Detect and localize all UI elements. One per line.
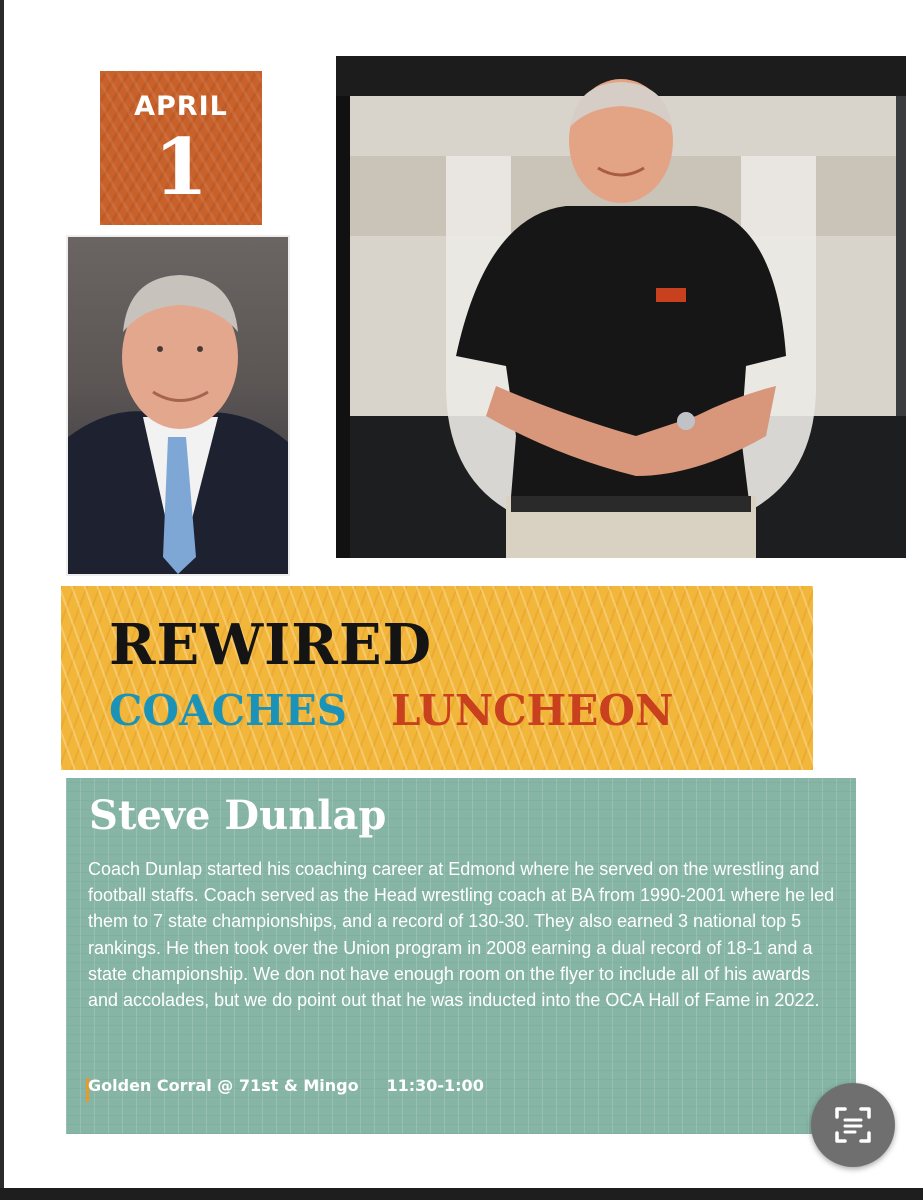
bio-box xyxy=(66,778,856,1134)
headshot-illustration xyxy=(68,237,288,574)
event-location: Golden Corral @ 71st & Mingo xyxy=(88,1076,359,1095)
page-edge xyxy=(0,0,4,1200)
title-rewired: REWIRED xyxy=(109,612,433,678)
scan-text-button[interactable] xyxy=(811,1083,895,1167)
date-month: APRIL xyxy=(134,91,228,122)
event-details xyxy=(88,1076,484,1095)
title-luncheon: LUNCHEON xyxy=(391,686,674,735)
bottom-bar xyxy=(0,1188,923,1200)
bio-text: Coach Dunlap started his coaching career at Edmond where he served on the wrestling and football staffs. Coach served as the Head wrestling coach at BA from 1990-2001 where he led them to 7 state championships, and a record of 130-30. They also earned 3 national top 5 rankings. He then took over the Union program in 2008 earning a dual record of 18-1 and a state championship. We don not have enough room on the flyer to include all of his awards and accolades, but we do point out that he was inducted into the OCA Hall of Fame in 2022. xyxy=(88,859,835,1011)
title-coaches: COACHES xyxy=(109,686,348,735)
coach-action-photo xyxy=(336,56,906,558)
headshot-photo xyxy=(66,235,290,576)
action-illustration xyxy=(336,56,906,558)
title-banner xyxy=(61,586,813,770)
bio-name: Steve Dunlap xyxy=(89,792,387,839)
date-day: 1 xyxy=(153,122,209,213)
event-time: 11:30-1:00 xyxy=(386,1076,484,1095)
text-scan-icon xyxy=(811,1083,895,1167)
date-badge xyxy=(100,71,262,225)
